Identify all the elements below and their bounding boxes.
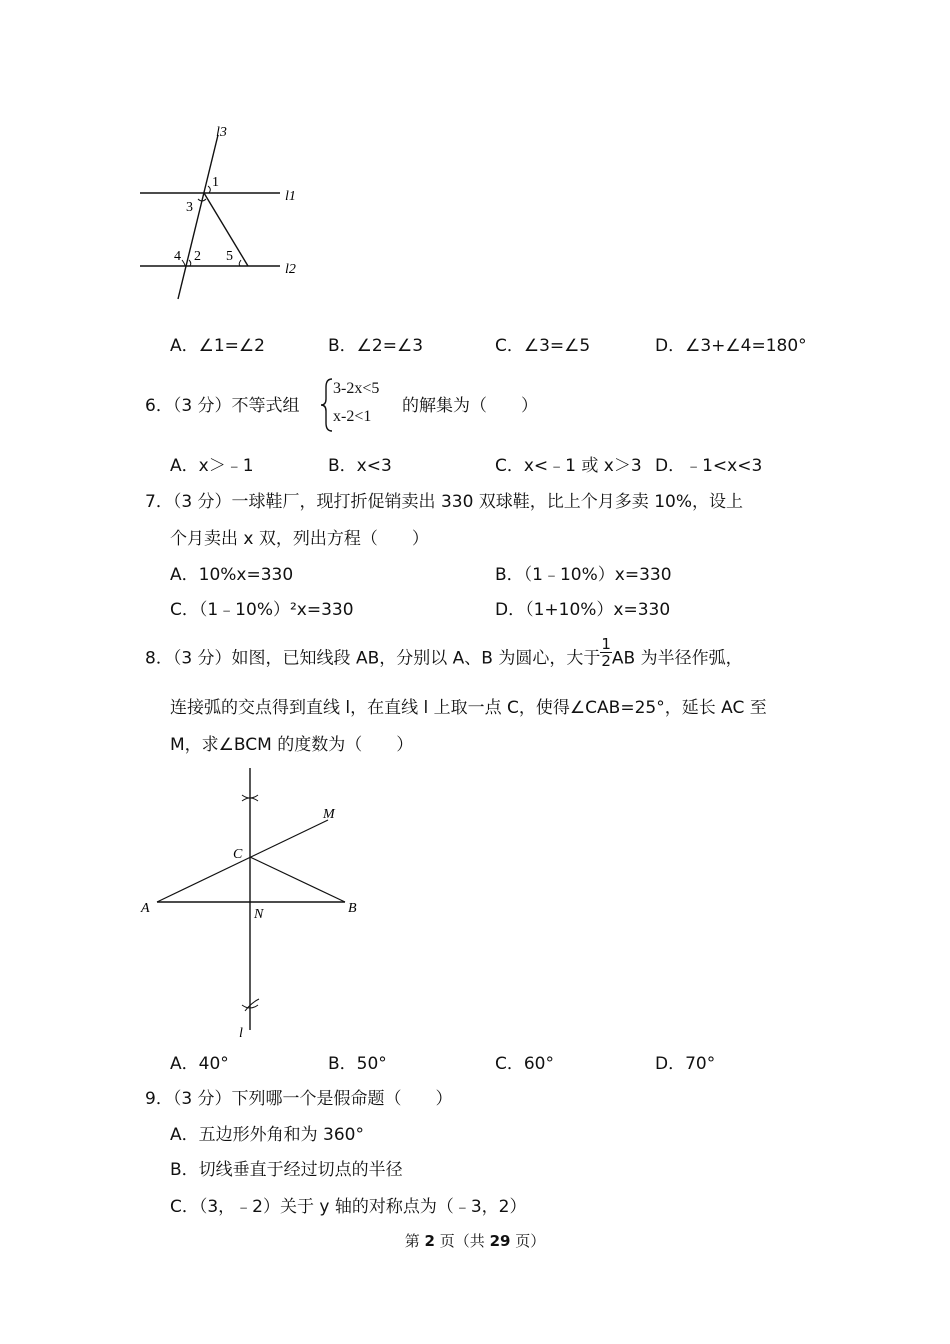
footer-post: 页） <box>515 1232 546 1250</box>
label-N: N <box>254 907 264 922</box>
q5-option-d: D．∠3+∠4=180° <box>655 336 807 356</box>
label-l1: l1 <box>285 189 296 204</box>
q8-fraction-denominator: 2 <box>601 652 611 670</box>
q8-fraction-numerator: 1 <box>601 635 611 653</box>
q6-suffix: 的解集为（ ） <box>402 396 538 416</box>
q7-stem-line1: 7．（3 分）一球鞋厂，现打折促销卖出 330 双球鞋，比上个月多卖 10%，设上 <box>145 492 743 512</box>
q7-option-c: C．（1﹣10%）²x=330 <box>170 600 354 620</box>
q8-stem-part1: 8．（3 分）如图，已知线段 AB，分别以 A、B 为圆心，大于 <box>145 648 601 669</box>
q8-figure <box>135 765 375 1040</box>
q7-option-a: A．10%x=330 <box>170 565 294 585</box>
label-l: l <box>239 1026 243 1040</box>
q9-option-b: B．切线垂直于经过切点的半径 <box>170 1160 403 1180</box>
q8-option-a: A．40° <box>170 1054 229 1074</box>
q6-brace <box>320 377 334 433</box>
q8-stem-line3: M，求∠BCM 的度数为（ ） <box>170 735 414 755</box>
label-l2: l2 <box>285 262 296 277</box>
angle-arc-2 <box>189 260 191 266</box>
q8-stem-line2: 连接弧的交点得到直线 l，在直线 l 上取一点 C，使得∠CAB=25°，延长 AC 至 <box>170 698 767 718</box>
footer-page-number: 2 <box>424 1232 435 1250</box>
q9-option-a: A．五边形外角和为 360° <box>170 1125 364 1145</box>
q6-option-a: A．x＞﹣1 <box>170 456 254 476</box>
page-footer <box>0 1230 950 1251</box>
q9-stem: 9．（3 分）下列哪一个是假命题（ ） <box>145 1089 453 1109</box>
segment-cb <box>250 857 345 902</box>
label-angle-4: 4 <box>174 249 181 264</box>
label-l3: l3 <box>216 125 227 140</box>
q9-option-c: C．（3，﹣2）关于 y 轴的对称点为（﹣3，2） <box>170 1197 527 1217</box>
angle-arc-1 <box>208 186 210 193</box>
label-B: B <box>348 901 357 916</box>
q8-stem-part2: AB 为半径作弧， <box>611 648 743 669</box>
footer-total-pages: 29 <box>489 1232 511 1250</box>
q8-option-b: B．50° <box>328 1054 387 1074</box>
q7-stem-line2: 个月卖出 x 双，列出方程（ ） <box>170 529 429 549</box>
q6-option-b: B．x<3 <box>328 456 392 476</box>
label-angle-1: 1 <box>212 175 219 190</box>
q8-option-c: C．60° <box>495 1054 555 1074</box>
q6-inequality-1: 3-2x<5 <box>333 380 380 397</box>
q5-option-b: B．∠2=∠3 <box>328 336 424 356</box>
q5-option-c: C．∠3=∠5 <box>495 336 591 356</box>
q6-inequality-2: x-2<1 <box>333 408 372 425</box>
q5-figure <box>130 115 330 305</box>
angle-arc-4 <box>182 260 185 266</box>
q6-option-c: C．x<﹣1 或 x＞3 <box>495 456 642 476</box>
q7-option-d: D．（1+10%）x=330 <box>495 600 671 620</box>
label-angle-3: 3 <box>186 200 193 215</box>
line-l3 <box>178 135 218 299</box>
label-C: C <box>233 847 243 862</box>
q6-prefix: 6．（3 分）不等式组 <box>145 396 300 416</box>
label-M: M <box>323 807 335 822</box>
label-angle-5: 5 <box>226 249 233 264</box>
q6-option-d: D．﹣1<x<3 <box>655 456 763 476</box>
q7-option-b: B．（1﹣10%）x=330 <box>495 565 672 585</box>
q8-stem-line1 <box>145 635 743 670</box>
angle-arc-5 <box>239 260 241 266</box>
q8-option-d: D．70° <box>655 1054 716 1074</box>
footer-pre: 第 <box>404 1232 420 1250</box>
label-A: A <box>141 901 150 916</box>
q5-option-a: A．∠1=∠2 <box>170 336 265 356</box>
footer-mid: 页（共 <box>439 1232 485 1250</box>
label-angle-2: 2 <box>194 249 201 264</box>
segment-am <box>157 820 328 902</box>
q8-fraction <box>600 636 612 669</box>
